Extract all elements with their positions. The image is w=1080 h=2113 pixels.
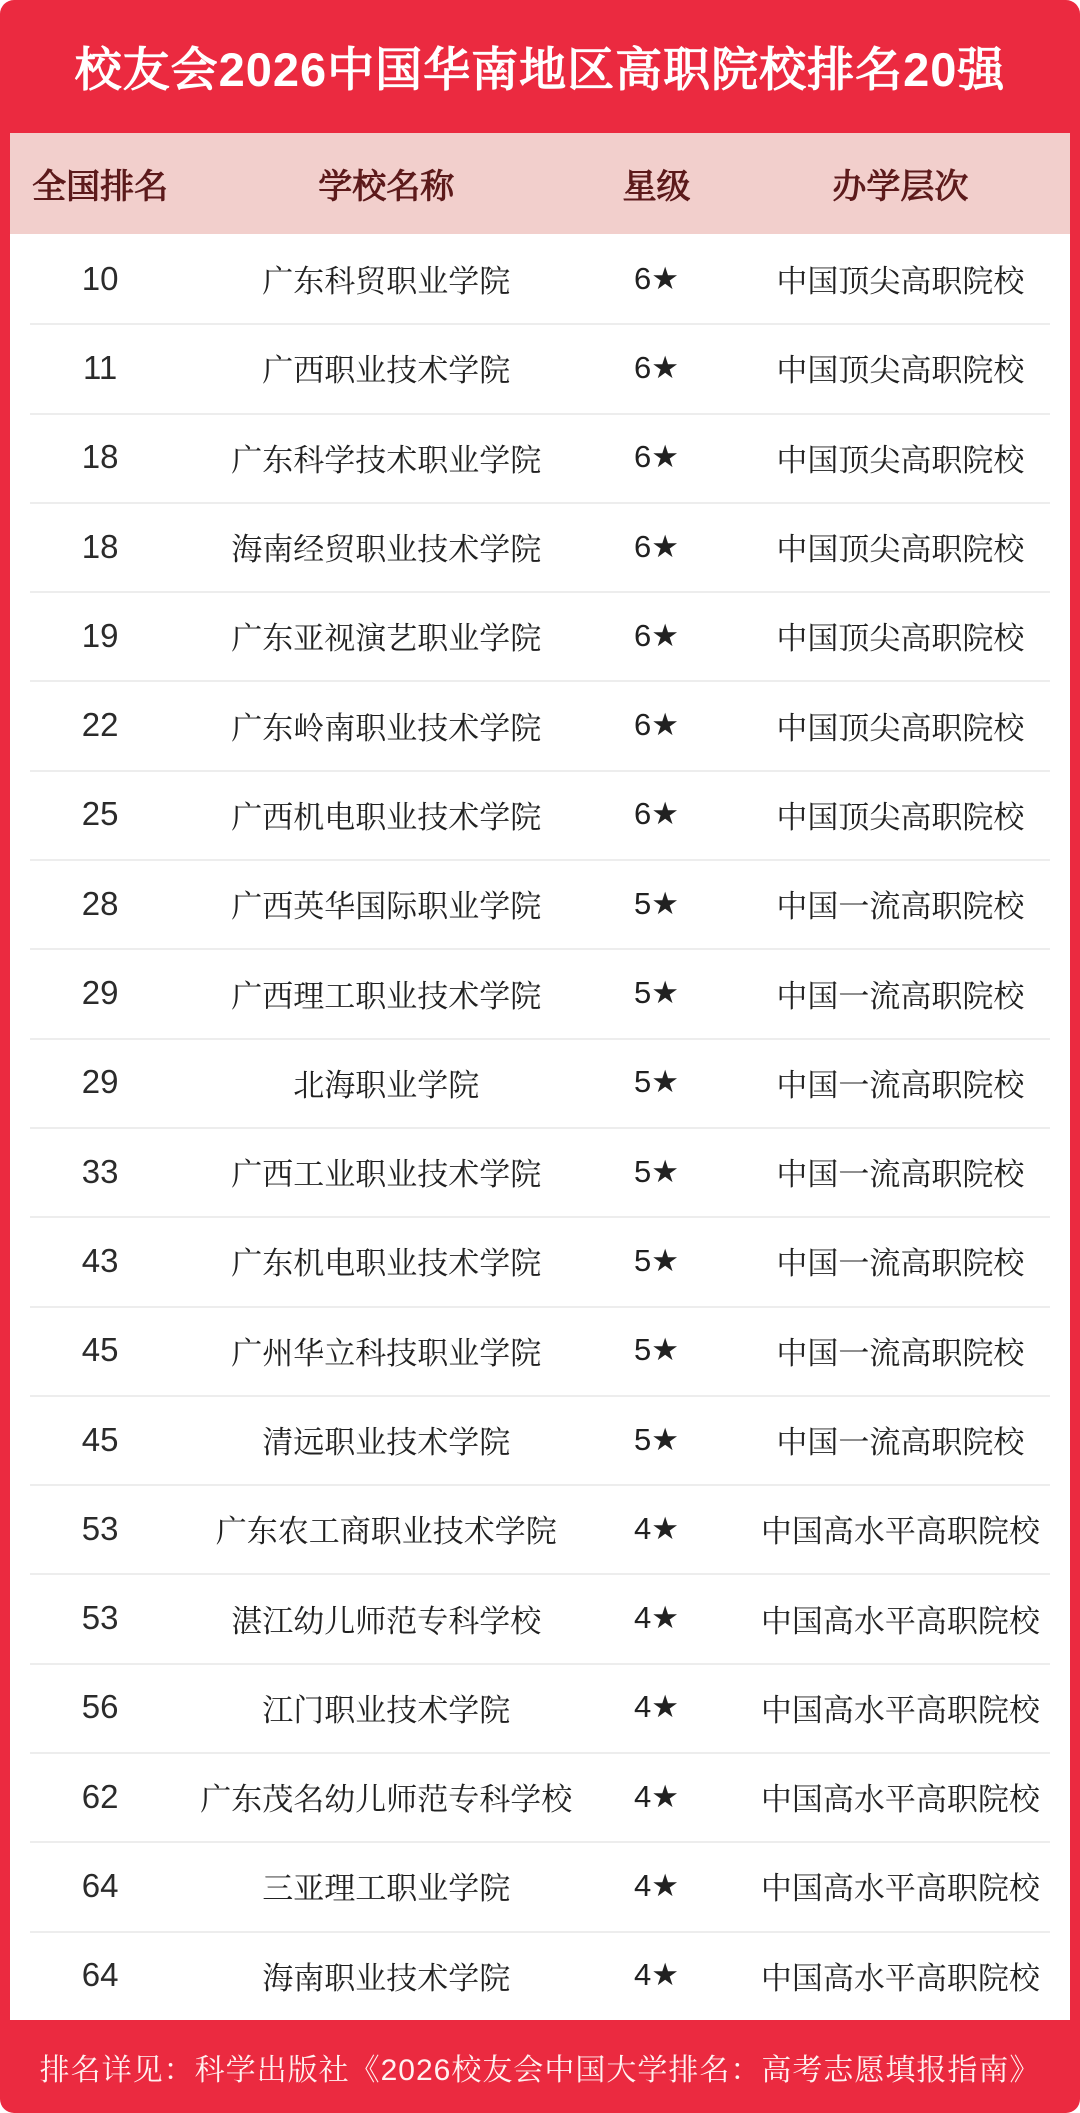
school-name-cell: 广东机电职业技术学院: [231, 1246, 542, 1282]
school-name-cell: 湛江幼儿师范专科学校: [231, 1603, 542, 1639]
school-tier-cell: 中国高水平高职院校: [760, 1692, 1040, 1728]
school-name-cell: 广西机电职业技术学院: [231, 799, 542, 835]
column-header-school-tier: 办学层次: [832, 168, 969, 206]
column-header-school-name: 学校名称: [318, 168, 455, 206]
rank-cell: 19: [81, 616, 119, 654]
footer-source-note: 排名详见：科学出版社《2026校友会中国大学排名：高考志愿填报指南》: [39, 2053, 1041, 2087]
table-row: [10, 1573, 1070, 1662]
school-tier-cell: 中国一流高职院校: [776, 1335, 1025, 1371]
table-row: [10, 1931, 1070, 2020]
rank-cell: 53: [81, 1599, 119, 1637]
table-row: [10, 1306, 1070, 1395]
table-row: [10, 502, 1070, 591]
rank-cell: 29: [81, 1063, 119, 1101]
rank-cell: 25: [81, 795, 119, 833]
star-rating-cell: 5★: [634, 885, 680, 921]
star-rating-cell: 5★: [634, 1421, 680, 1457]
rank-cell: 45: [81, 1420, 119, 1458]
school-name-cell: 广东茂名幼儿师范专科学校: [200, 1782, 573, 1818]
school-tier-cell: 中国高水平高职院校: [760, 1514, 1040, 1550]
rank-cell: 18: [81, 438, 119, 476]
school-tier-cell: 中国一流高职院校: [776, 978, 1025, 1014]
school-tier-cell: 中国顶尖高职院校: [776, 532, 1025, 568]
school-tier-cell: 中国顶尖高职院校: [776, 710, 1025, 746]
rank-cell: 22: [81, 706, 119, 744]
column-header-national-rank: 全国排名: [32, 168, 169, 206]
table-row: [10, 413, 1070, 502]
star-rating-cell: 4★: [634, 1689, 680, 1725]
school-name-cell: 广东岭南职业技术学院: [231, 710, 542, 746]
school-tier-cell: 中国一流高职院校: [776, 1067, 1025, 1103]
school-name-cell: 广东农工商职业技术学院: [215, 1514, 557, 1550]
star-rating-cell: 4★: [634, 1957, 680, 1993]
school-tier-cell: 中国高水平高职院校: [760, 1960, 1040, 1996]
star-rating-cell: 4★: [634, 1867, 680, 1903]
table-row: [10, 234, 1070, 323]
rank-cell: 18: [81, 527, 119, 565]
star-rating-cell: 6★: [634, 349, 680, 385]
school-tier-cell: 中国顶尖高职院校: [776, 621, 1025, 657]
rank-cell: 56: [81, 1688, 119, 1726]
school-tier-cell: 中国顶尖高职院校: [776, 353, 1025, 389]
rank-cell: 62: [81, 1777, 119, 1815]
rank-cell: 64: [81, 1866, 119, 1904]
rank-cell: 10: [81, 259, 119, 297]
school-tier-cell: 中国一流高职院校: [776, 1246, 1025, 1282]
star-rating-cell: 5★: [634, 1242, 680, 1278]
rank-cell: 28: [81, 884, 119, 922]
star-rating-cell: 4★: [634, 1778, 680, 1814]
school-tier-cell: 中国顶尖高职院校: [776, 799, 1025, 835]
school-tier-cell: 中国顶尖高职院校: [776, 264, 1025, 300]
rank-cell: 43: [81, 1241, 119, 1279]
school-tier-cell: 中国高水平高职院校: [760, 1782, 1040, 1818]
school-name-cell: 海南职业技术学院: [262, 1960, 511, 1996]
rank-cell: 53: [81, 1509, 119, 1547]
star-rating-cell: 6★: [634, 796, 680, 832]
rank-cell: 33: [81, 1152, 119, 1190]
star-rating-cell: 5★: [634, 1332, 680, 1368]
footer-bar: [0, 2020, 1080, 2113]
column-header-star-level: 星级: [622, 168, 691, 206]
school-name-cell: 三亚理工职业学院: [262, 1871, 511, 1907]
table-row: [10, 1395, 1070, 1484]
table-row: [10, 1752, 1070, 1841]
school-tier-cell: 中国一流高职院校: [776, 889, 1025, 925]
school-name-cell: 广州华立科技职业学院: [231, 1335, 542, 1371]
table-row: [10, 323, 1070, 412]
star-rating-cell: 6★: [634, 707, 680, 743]
rank-cell: 64: [81, 1956, 119, 1994]
page-title: 校友会2026中国华南地区高职院校排名20强: [74, 43, 1006, 96]
table-row: [10, 948, 1070, 1037]
school-name-cell: 北海职业学院: [293, 1067, 480, 1103]
school-name-cell: 广西英华国际职业学院: [231, 889, 542, 925]
table-row: [10, 1841, 1070, 1930]
table-header-row: [10, 133, 1070, 234]
table-row: [10, 859, 1070, 948]
school-name-cell: 江门职业技术学院: [262, 1692, 511, 1728]
school-name-cell: 广西工业职业技术学院: [231, 1157, 542, 1193]
ranking-table: [10, 133, 1070, 2020]
star-rating-cell: 6★: [634, 260, 680, 296]
star-rating-cell: 4★: [634, 1600, 680, 1636]
table-row: [10, 1038, 1070, 1127]
star-rating-cell: 5★: [634, 1153, 680, 1189]
table-row: [10, 591, 1070, 680]
school-tier-cell: 中国顶尖高职院校: [776, 442, 1025, 478]
rank-cell: 45: [81, 1331, 119, 1369]
school-name-cell: 广东亚视演艺职业学院: [231, 621, 542, 657]
table-row: [10, 1484, 1070, 1573]
table-row: [10, 1127, 1070, 1216]
school-tier-cell: 中国高水平高职院校: [760, 1603, 1040, 1639]
table-body: [10, 234, 1070, 2020]
school-name-cell: 广西职业技术学院: [262, 353, 511, 389]
table-row: [10, 1216, 1070, 1305]
school-name-cell: 广西理工职业技术学院: [231, 978, 542, 1014]
school-tier-cell: 中国一流高职院校: [776, 1157, 1025, 1193]
school-tier-cell: 中国一流高职院校: [776, 1425, 1025, 1460]
star-rating-cell: 6★: [634, 439, 680, 475]
star-rating-cell: 4★: [634, 1510, 680, 1546]
star-rating-cell: 6★: [634, 528, 680, 564]
title-bar: [0, 0, 1080, 133]
table-row: [10, 680, 1070, 769]
school-name-cell: 广东科学技术职业学院: [231, 442, 542, 478]
school-name-cell: 清远职业技术学院: [262, 1425, 511, 1460]
rank-cell: 11: [82, 348, 118, 386]
rank-cell: 29: [81, 974, 119, 1012]
star-rating-cell: 5★: [634, 1064, 680, 1100]
school-name-cell: 广东科贸职业学院: [262, 264, 511, 300]
school-name-cell: 海南经贸职业技术学院: [231, 532, 542, 568]
star-rating-cell: 5★: [634, 975, 680, 1011]
table-row: [10, 770, 1070, 859]
star-rating-cell: 6★: [634, 617, 680, 653]
school-tier-cell: 中国高水平高职院校: [760, 1871, 1040, 1907]
table-row: [10, 1663, 1070, 1752]
